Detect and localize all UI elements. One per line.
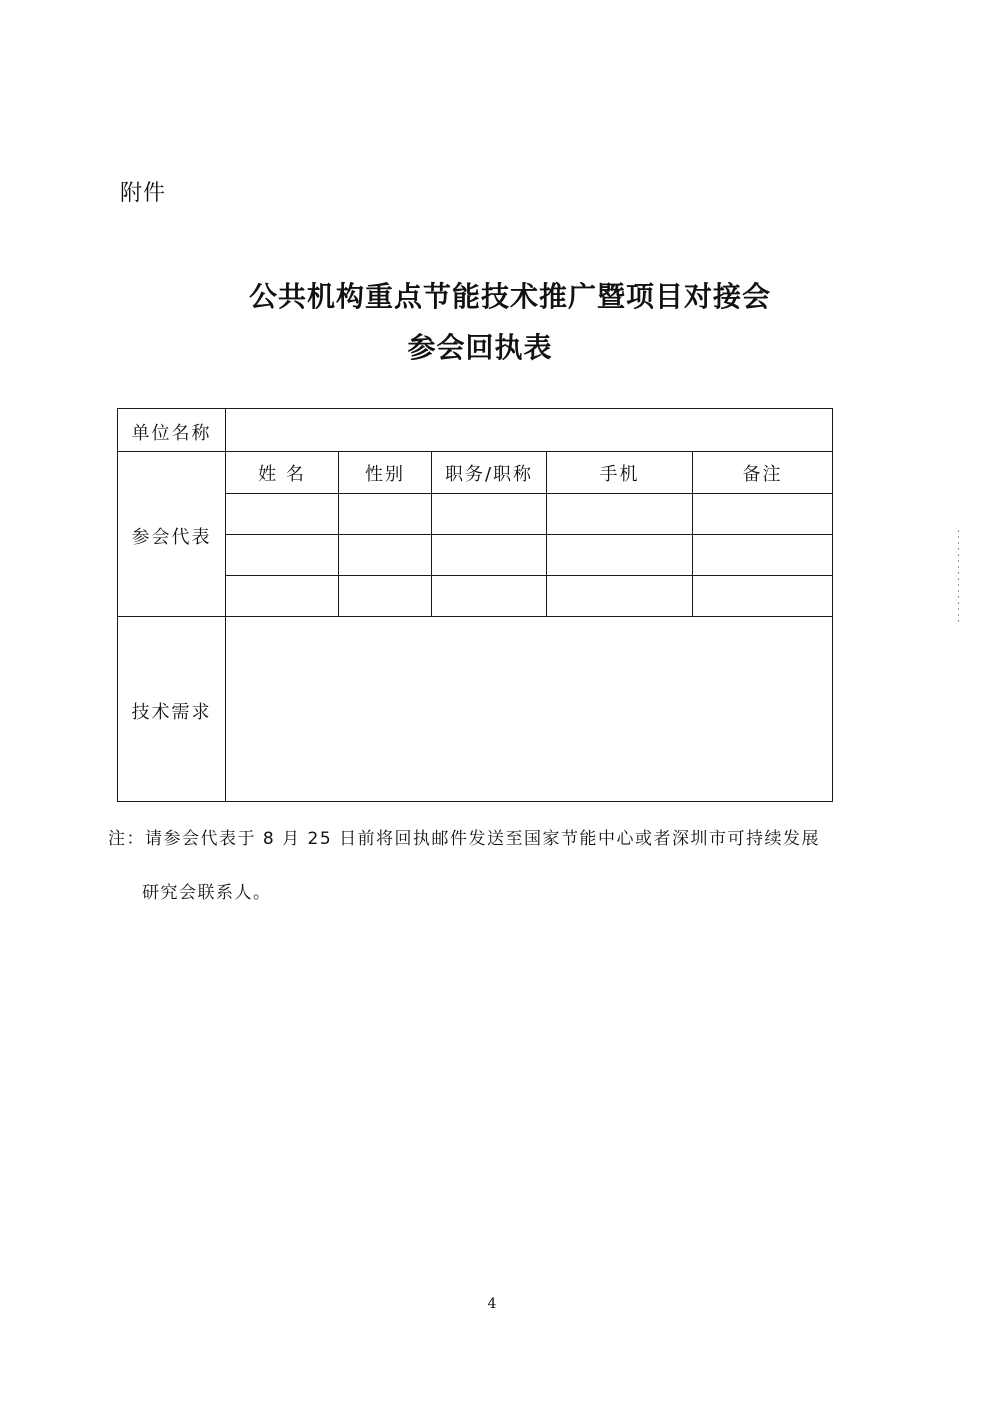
unit-name-field[interactable] (226, 409, 833, 452)
tech-needs-row (118, 617, 833, 802)
representative-title-cell[interactable] (432, 535, 547, 576)
representative-remarks-cell[interactable] (693, 576, 833, 617)
representative-gender-cell[interactable] (339, 576, 432, 617)
column-header-phone: 手机 (547, 452, 693, 494)
scan-artifact (958, 530, 959, 625)
representative-title-cell[interactable] (432, 576, 547, 617)
representative-gender-cell[interactable] (339, 494, 432, 535)
submission-note: 注：请参会代表于 8 月 25 日前将回执邮件发送至国家节能中心或者深圳市可持续发展 (108, 829, 821, 849)
representative-phone-cell[interactable] (547, 535, 693, 576)
representative-remarks-cell[interactable] (693, 535, 833, 576)
form-subtitle: 参会回执表 (407, 331, 553, 364)
representative-row (118, 576, 833, 617)
representative-remarks-cell[interactable] (693, 494, 833, 535)
representative-name-cell[interactable] (226, 494, 339, 535)
representative-phone-cell[interactable] (547, 494, 693, 535)
representative-title-cell[interactable] (432, 494, 547, 535)
unit-name-row (118, 409, 833, 452)
representative-gender-cell[interactable] (339, 535, 432, 576)
representatives-label: 参会代表 (118, 452, 226, 617)
column-header-remarks: 备注 (693, 452, 833, 494)
tech-needs-field[interactable] (226, 617, 833, 802)
unit-name-label: 单位名称 (118, 409, 226, 452)
column-header-title: 职务/职称 (432, 452, 547, 494)
representative-name-cell[interactable] (226, 576, 339, 617)
representative-phone-cell[interactable] (547, 576, 693, 617)
registration-form-table (117, 408, 833, 802)
representative-name-cell[interactable] (226, 535, 339, 576)
column-header-gender: 性别 (339, 452, 432, 494)
attachment-label: 附件 (120, 181, 167, 206)
column-header-name: 姓 名 (226, 452, 339, 494)
representatives-header-row (118, 452, 833, 494)
representative-row (118, 535, 833, 576)
form-title: 公共机构重点节能技术推广暨项目对接会 (248, 280, 771, 313)
submission-note-continued: 研究会联系人。 (142, 883, 272, 903)
tech-needs-label: 技术需求 (118, 617, 226, 802)
page-number: 4 (487, 1296, 497, 1312)
representative-row (118, 494, 833, 535)
